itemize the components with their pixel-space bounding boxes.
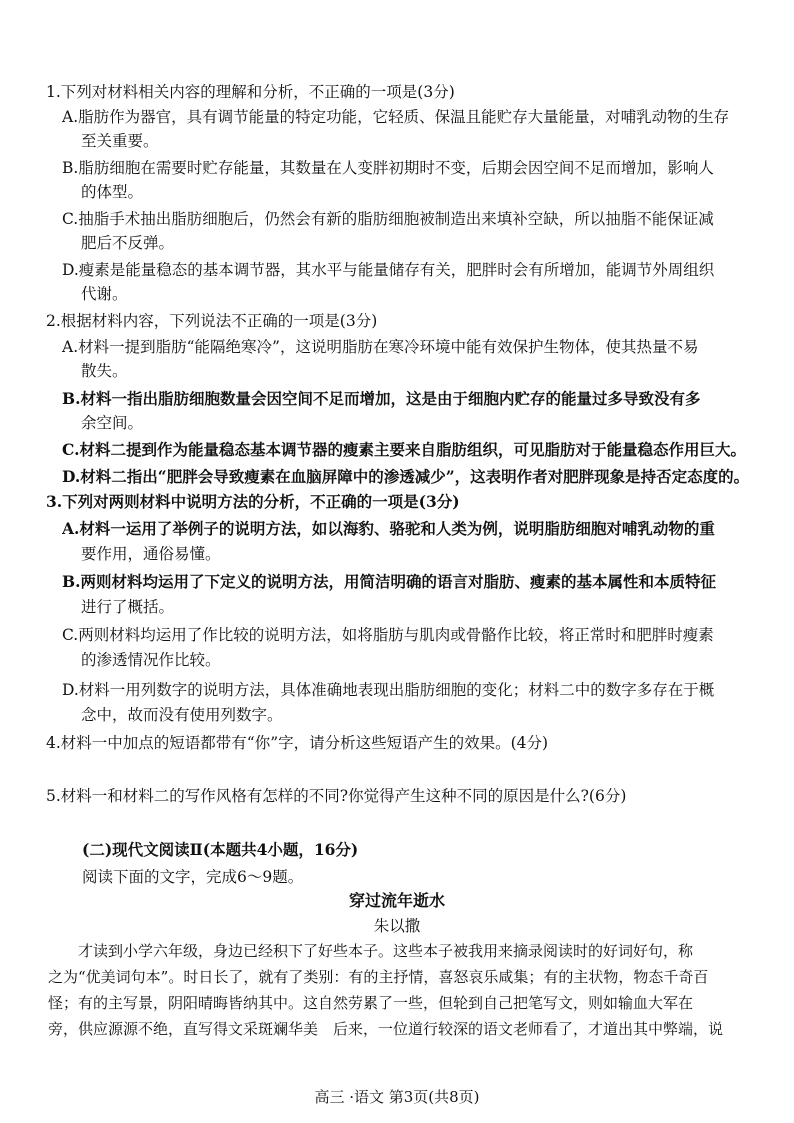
q3-option-c-line-2: 的渗透情况作比较。	[81, 651, 221, 669]
q1-option-c-line-2: 肥后不反弹。	[81, 234, 175, 252]
q1-option-d-line-2: 代谢。	[81, 285, 128, 303]
q1-option-b-line-2: 的体型。	[81, 183, 144, 201]
q3-option-c-line-1: C.两则材料均运用了作比较的说明方法，如将脂肪与肌肉或骨骼作比较，将正常时和肥胖时瘦素	[62, 626, 714, 644]
article-line: 之为“优美词句本”。时日长了，就有了类别：有的主抒情，喜怒哀乐咸集；有的主状物，物态千奇百	[48, 968, 709, 986]
article-paragraph	[48, 938, 748, 1042]
question-4: 4.材料一中加点的短语都带有“你”字，请分析这些短语产生的效果。(4分)	[46, 734, 549, 752]
q2-option-b-line-1: B.材料一指出脂肪细胞数量会因空间不足而增加，这是由于细胞内贮存的能量过多导致没有多	[62, 389, 701, 408]
q3-option-a-line-2: 要作用，通俗易懂。	[81, 545, 221, 563]
q1-option-b-line-1: B.脂肪细胞在需要时贮存能量，其数量在人变胖初期时不变，后期会因空间不足而增加，影响人	[62, 159, 714, 177]
section-heading: (二)现代文阅读Ⅱ(本题共4小题，16分)	[82, 840, 359, 859]
q2-option-b-line-2: 余空间。	[81, 414, 144, 432]
q3-option-d-line-2: 念中，故而没有使用列数字。	[81, 706, 283, 724]
question-3-stem: 3.下列对两则材料中说明方法的分析，不正确的一项是(3分)	[46, 492, 460, 511]
page-footer: 高三 ·语文 第3页(共8页)	[314, 1088, 480, 1106]
article-line: 怪；有的主写景，阴阳晴晦皆纳其中。这自然劳累了一些，但轮到自己把笔写文，则如输血大军在	[48, 994, 694, 1012]
q1-option-a-line-2: 至关重要。	[81, 132, 159, 150]
question-2-stem: 2.根据材料内容，下列说法不正确的一项是(3分)	[46, 312, 378, 330]
q2-option-c: C.材料二提到作为能量稳态基本调节器的瘦素主要来自脂肪组织，可见脂肪对于能量稳态作用巨大。	[62, 440, 746, 459]
q1-option-d-line-1: D.瘦素是能量稳态的基本调节器，其水平与能量储存有关，肥胖时会有所增加，能调节外周组织	[62, 261, 715, 279]
article-line: 旁，供应源源不绝，直写得文采斑斓华美 后来，一位道行较深的语文老师看了，才道出其中弊端，说	[48, 1020, 724, 1038]
q3-option-b-line-1: B.两则材料均运用了下定义的说明方法，用简洁明确的语言对脂肪、瘦素的基本属性和本质特征	[62, 572, 717, 591]
q3-option-a-line-1: A.材料一运用了举例子的说明方法，如以海豹、骆驼和人类为例，说明脂肪细胞对哺乳动物的重	[62, 519, 715, 538]
q1-option-a-line-1: A.脂肪作为器官，具有调节能量的特定功能，它轻质、保温且能贮存大量能量，对哺乳动物的生存	[62, 108, 730, 126]
q2-option-a-line-1: A.材料一提到脂肪“能隔绝寒冷”，这说明脂肪在寒冷环境中能有效保护生物体，使其热量不易	[62, 338, 699, 356]
article-line: 才读到小学六年级，身边已经积下了好些本子。这些本子被我用来摘录阅读时的好词好句，称	[48, 942, 694, 960]
article-author: 朱以撒	[373, 917, 421, 935]
q3-option-d-line-1: D.材料一用列数字的说明方法，具体准确地表现出脂肪细胞的变化；材料二中的数字多存在于概	[62, 681, 715, 699]
question-5: 5.材料一和材料二的写作风格有怎样的不同?你觉得产生这种不同的原因是什么?(6分)	[46, 787, 627, 805]
q2-option-d: D.材料二指出“肥胖会导致瘦素在血脑屏障中的渗透减少”，这表明作者对肥胖现象是持否定态度的。	[62, 467, 750, 486]
q3-option-b-line-2: 进行了概括。	[81, 598, 175, 616]
article-title: 穿过流年逝水	[348, 891, 445, 910]
q2-option-a-line-2: 散失。	[81, 362, 128, 380]
section-intro: 阅读下面的文字，完成6～9题。	[82, 868, 304, 886]
question-1-stem: 1.下列对材料相关内容的理解和分析，不正确的一项是(3分)	[46, 83, 455, 101]
q1-option-c-line-1: C.抽脂手术抽出脂肪细胞后，仍然会有新的脂肪细胞被制造出来填补空缺，所以抽脂不能保证减	[62, 210, 714, 228]
